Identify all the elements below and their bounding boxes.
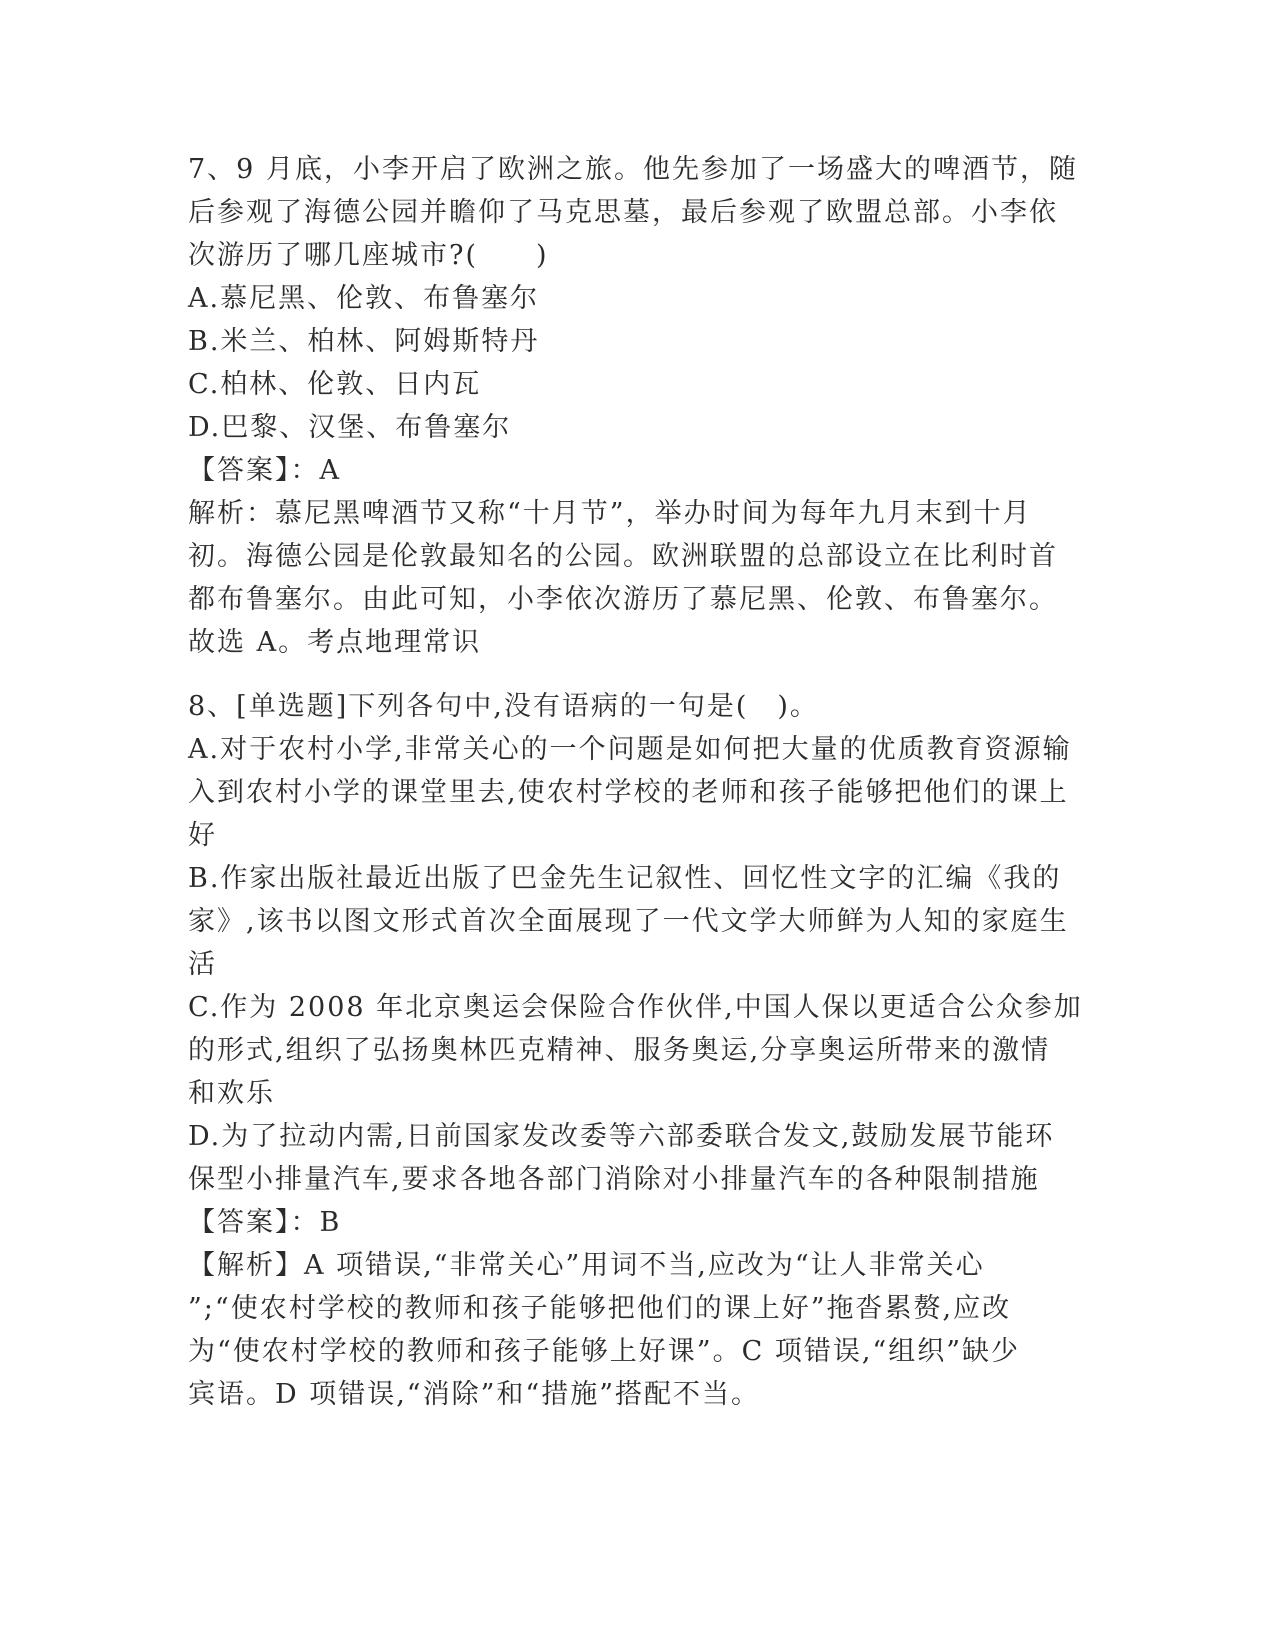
explanation-line: 故选 A。考点地理常识 — [188, 627, 482, 658]
option-c-line: 的形式,组织了弘扬奥林匹克精神、服务奥运,分享奥运所带来的激情 — [188, 1035, 1051, 1066]
question-text-line: 次游历了哪几座城市?( ) — [188, 240, 549, 271]
option-c: C.柏林、伦敦、日内瓦 — [188, 369, 482, 400]
question-text-line: 后参观了海德公园并瞻仰了马克思墓，最后参观了欧盟总部。小李依 — [188, 197, 1058, 228]
option-c-line: C.作为 2008 年北京奥运会保险合作伙伴,中国人保以更适合公众参加 — [188, 992, 1083, 1023]
option-d-line: D.为了拉动内需,日前国家发改委等六部委联合发文,鼓励发展节能环 — [188, 1121, 1055, 1152]
document-content — [188, 148, 1088, 1416]
option-b-line: 活 — [188, 949, 217, 980]
option-a-line: 好 — [188, 820, 217, 851]
explanation-line: 为“使农村学校的教师和孩子能够上好课”。C 项错误,“组织”缺少 — [188, 1336, 1021, 1367]
question-7 — [188, 148, 1088, 664]
option-b-line: 家》,该书以图文形式首次全面展现了一代文学大师鲜为人知的家庭生 — [188, 906, 1069, 937]
answer-line: 【答案】：B — [188, 1207, 342, 1238]
question-text-line: 8、[单选题]下列各句中,没有语病的一句是( )。 — [188, 691, 819, 722]
option-a-line: 入到农村小学的课堂里去,使农村学校的老师和孩子能够把他们的课上 — [188, 777, 1069, 808]
section-gap — [188, 664, 1088, 685]
explanation-line: 初。海德公园是伦敦最知名的公园。欧洲联盟的总部设立在比利时首 — [188, 541, 1058, 572]
explanation-line: 解析：慕尼黑啤酒节又称“十月节”，举办时间为每年九月末到十月 — [188, 498, 1032, 529]
option-d: D.巴黎、汉堡、布鲁塞尔 — [188, 412, 512, 443]
explanation-line: 【解析】A 项错误,“非常关心”用词不当,应改为“让人非常关心 — [188, 1250, 985, 1281]
option-b: B.米兰、柏林、阿姆斯特丹 — [188, 326, 540, 357]
explanation-line: ”;“使农村学校的教师和孩子能够把他们的课上好”拖沓累赘,应改 — [188, 1293, 1012, 1324]
option-b-line: B.作家出版社最近出版了巴金先生记叙性、回忆性文字的汇编《我的 — [188, 863, 1062, 894]
explanation-line: 宾语。D 项错误,“消除”和“措施”搭配不当。 — [188, 1379, 761, 1410]
answer-line: 【答案】：A — [188, 455, 341, 486]
question-8 — [188, 685, 1088, 1416]
explanation-line: 都布鲁塞尔。由此可知，小李依次游历了慕尼黑、伦敦、布鲁塞尔。 — [188, 584, 1058, 615]
option-a-line: A.对于农村小学,非常关心的一个问题是如何把大量的优质教育资源输 — [188, 734, 1072, 765]
option-c-line: 和欢乐 — [188, 1078, 275, 1109]
option-a: A.慕尼黑、伦敦、布鲁塞尔 — [188, 283, 540, 314]
option-d-line: 保型小排量汽车,要求各地各部门消除对小排量汽车的各种限制措施 — [188, 1164, 1040, 1195]
question-text-line: 7、9 月底，小李开启了欧洲之旅。他先参加了一场盛大的啤酒节，随 — [188, 154, 1078, 185]
